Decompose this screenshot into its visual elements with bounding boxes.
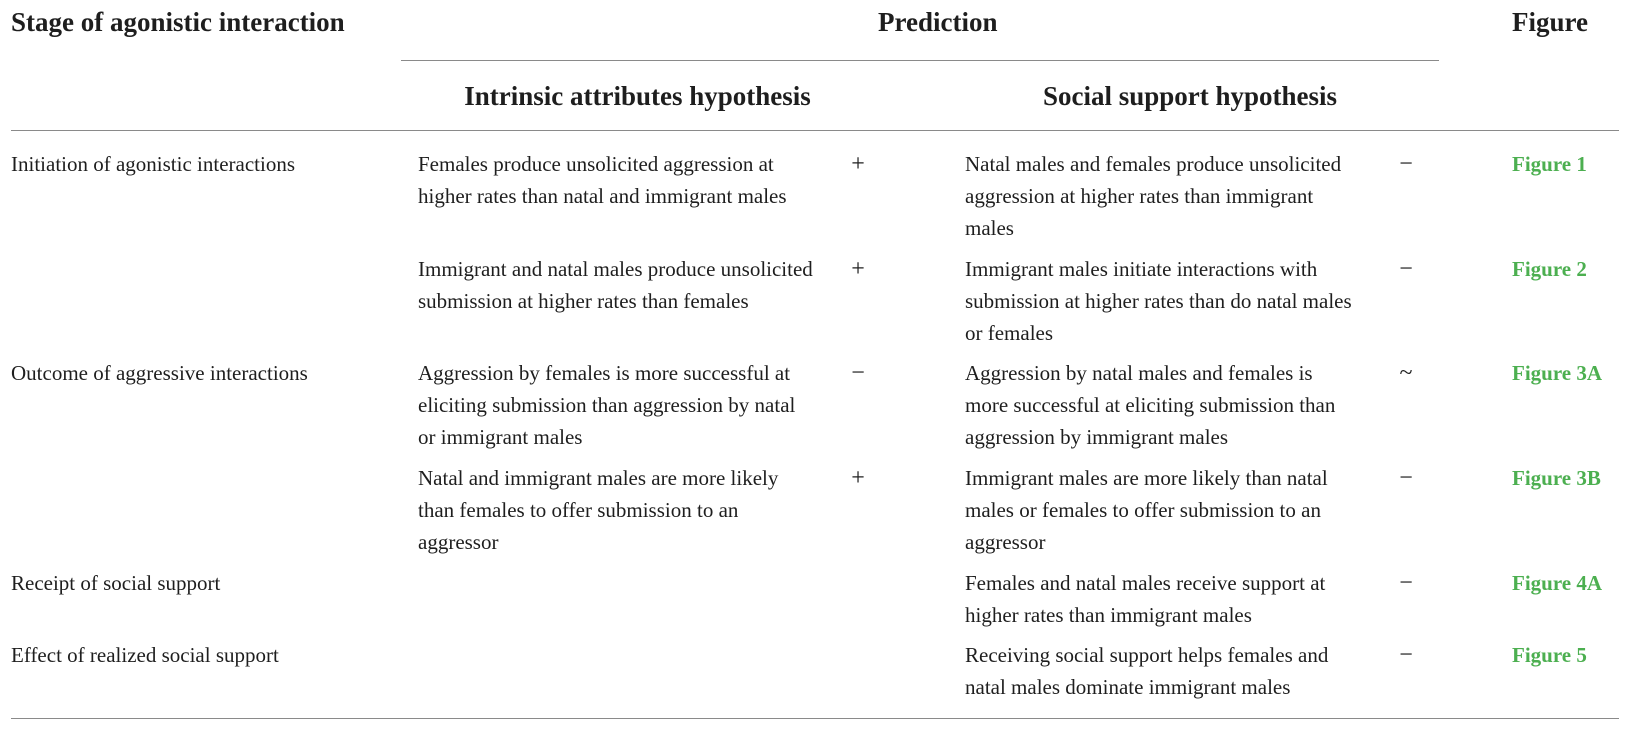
social-prediction-cell: Immigrant males initiate interactions with submission at higher rates than do natal males or females xyxy=(965,257,1352,345)
intrinsic-prediction-cell: Immigrant and natal males produce unsolicited submission at higher rates than females xyxy=(418,257,813,313)
stage-cell: Receipt of social support xyxy=(11,571,221,595)
social-support-symbol: − xyxy=(1399,570,1413,596)
social-prediction-cell: Aggression by natal males and females is more successful at eliciting submission than aggression by immigrant males xyxy=(965,361,1336,449)
social-support-symbol: − xyxy=(1399,465,1413,491)
stage-cell: Effect of realized social support xyxy=(11,643,279,667)
social-hypothesis-header: Social support hypothesis xyxy=(1042,81,1338,111)
intrinsic-prediction-cell: Natal and immigrant males are more likely than females to offer submission to an aggressor xyxy=(418,466,779,554)
social-support-symbol: ~ xyxy=(1399,360,1413,386)
intrinsic-support-symbol: + xyxy=(851,256,865,282)
intrinsic-support-symbol: − xyxy=(851,360,865,386)
social-support-symbol: − xyxy=(1399,642,1413,668)
stage-column-header: Stage of agonistic interaction xyxy=(11,7,345,37)
intrinsic-prediction-cell: Females produce unsolicited aggression at higher rates than natal and immigrant males xyxy=(418,152,787,208)
stage-cell: Outcome of aggressive interactions xyxy=(11,361,308,385)
social-prediction-cell: Females and natal males receive support at higher rates than immigrant males xyxy=(965,571,1326,627)
figure-link[interactable]: Figure 3A xyxy=(1512,361,1603,385)
header-bottom-rule xyxy=(11,130,1619,131)
prediction-header-rule xyxy=(401,60,1439,61)
intrinsic-support-symbol: + xyxy=(851,465,865,491)
figure-link[interactable]: Figure 5 xyxy=(1512,643,1587,667)
social-support-symbol: − xyxy=(1399,256,1413,282)
figure-column-header: Figure xyxy=(1512,7,1588,37)
figure-link[interactable]: Figure 3B xyxy=(1512,466,1601,490)
social-prediction-cell: Immigrant males are more likely than natal males or females to offer submission to an aggressor xyxy=(965,466,1328,554)
table-bottom-rule xyxy=(11,718,1619,719)
intrinsic-support-symbol: + xyxy=(851,151,865,177)
social-prediction-cell: Receiving social support helps females and natal males dominate immigrant males xyxy=(965,643,1329,699)
social-prediction-cell: Natal males and females produce unsolicited aggression at higher rates than immigrant males xyxy=(965,152,1342,240)
social-support-symbol: − xyxy=(1399,151,1413,177)
figure-link[interactable]: Figure 2 xyxy=(1512,257,1587,281)
intrinsic-prediction-cell: Aggression by females is more successful at eliciting submission than aggression by natal or immigrant males xyxy=(418,361,796,449)
figure-link[interactable]: Figure 1 xyxy=(1512,152,1587,176)
stage-cell: Initiation of agonistic interactions xyxy=(11,152,296,176)
intrinsic-hypothesis-header: Intrinsic attributes hypothesis xyxy=(464,81,811,111)
figure-link[interactable]: Figure 4A xyxy=(1512,571,1603,595)
prediction-column-header: Prediction xyxy=(878,7,998,37)
